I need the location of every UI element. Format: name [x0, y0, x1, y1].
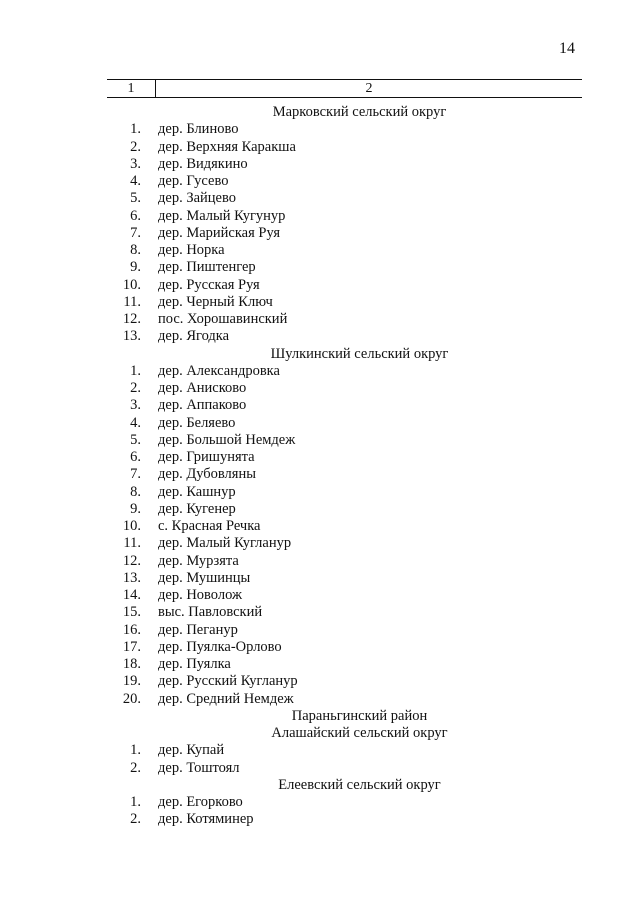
settlement-name: дер. Русская Руя: [158, 276, 260, 293]
list-item: [107, 277, 582, 294]
settlement-name: дер. Марийская Руя: [158, 224, 281, 241]
item-number: 4.: [130, 173, 141, 189]
item-number: 11.: [123, 293, 141, 310]
item-number: 17.: [122, 638, 141, 655]
item-number: 4.: [130, 414, 141, 431]
list-item: [107, 811, 582, 828]
list-item: [107, 173, 582, 190]
list-item: [107, 294, 582, 311]
list-item: [107, 139, 582, 156]
settlement-name: выс. Павловский: [158, 604, 263, 621]
settlement-list: [107, 104, 582, 829]
settlement-name: дер. Кугенер: [158, 500, 236, 517]
settlement-name: дер. Мушинцы: [158, 569, 251, 586]
list-item: [107, 121, 582, 138]
item-number: 13.: [122, 328, 141, 345]
table-header: [107, 79, 582, 98]
list-item: [107, 432, 582, 449]
list-item: [107, 570, 582, 587]
list-item: [107, 553, 582, 570]
list-item: [107, 208, 582, 225]
settlement-name: дер. Новолож: [158, 587, 242, 603]
settlement-name: дер. Ягодка: [158, 328, 230, 345]
item-number: 5.: [130, 190, 141, 207]
item-number: 6.: [130, 449, 141, 465]
list-item: [107, 259, 582, 276]
item-number: 16.: [122, 621, 141, 638]
settlement-name: дер. Гришунята: [158, 449, 255, 465]
settlement-name: дер. Верхняя Каракша: [158, 138, 296, 155]
list-item: [107, 518, 582, 535]
item-number: 10.: [122, 518, 141, 534]
list-item: [107, 794, 582, 811]
settlement-name: дер. Пуялка-Орлово: [158, 638, 282, 655]
section-heading: Параньгинский район: [291, 707, 428, 724]
item-number: 12.: [122, 311, 141, 327]
item-number: 11.: [123, 535, 141, 552]
item-number: 1.: [130, 794, 141, 810]
section-heading: Алашайский сельский округ: [271, 725, 448, 741]
item-number: 1.: [130, 742, 141, 759]
item-number: 2.: [130, 380, 141, 396]
list-item: [107, 639, 582, 656]
settlement-name: пос. Хорошавинский: [158, 311, 288, 327]
table-header-col2: 2: [365, 81, 373, 96]
settlement-name: дер. Купай: [158, 742, 225, 759]
list-item: [107, 363, 582, 380]
item-number: 13.: [122, 569, 141, 586]
item-number: 7.: [130, 224, 141, 241]
item-number: 3.: [130, 397, 141, 414]
item-number: 2.: [130, 138, 141, 155]
settlement-name: дер. Александровка: [158, 362, 280, 379]
list-item: [107, 311, 582, 328]
section-heading: Елеевский сельский округ: [278, 776, 441, 793]
settlement-name: дер. Пиштенгер: [158, 259, 256, 276]
settlement-name: дер. Аппаково: [158, 397, 247, 414]
list-item: [107, 328, 582, 345]
settlement-name: дер. Норка: [158, 242, 225, 258]
list-item: [107, 673, 582, 690]
item-number: 2.: [130, 759, 141, 776]
section-heading: Марковский сельский округ: [272, 104, 447, 120]
settlement-name: дер. Егорково: [158, 794, 243, 810]
item-number: 18.: [122, 656, 141, 672]
item-number: 8.: [130, 483, 141, 500]
item-number: 7.: [130, 466, 141, 483]
list-item: [107, 190, 582, 207]
item-number: 10.: [122, 276, 141, 293]
list-item: [107, 501, 582, 518]
settlement-name: дер. Пеганур: [158, 621, 238, 638]
item-number: 1.: [130, 362, 141, 379]
settlement-name: дер. Гусево: [158, 173, 229, 189]
list-item: [107, 742, 582, 759]
list-item: [107, 535, 582, 552]
item-number: 3.: [130, 155, 141, 172]
list-item: [107, 380, 582, 397]
settlement-name: дер. Малый Кугунур: [158, 207, 286, 224]
settlement-name: дер. Русский Кугланур: [158, 673, 298, 690]
settlement-name: дер. Видякино: [158, 155, 248, 172]
settlement-name: дер. Беляево: [158, 414, 236, 431]
page-number: 14: [559, 40, 575, 57]
settlement-name: дер. Средний Немдеж: [158, 690, 294, 707]
settlement-name: дер. Черный Ключ: [158, 293, 273, 310]
item-number: 9.: [130, 500, 141, 517]
settlement-name: дер. Анисково: [158, 380, 247, 396]
item-number: 9.: [130, 259, 141, 276]
settlement-name: дер. Тоштоял: [158, 759, 240, 776]
item-number: 8.: [130, 242, 141, 258]
settlement-name: дер. Котяминер: [158, 811, 254, 828]
item-number: 19.: [122, 673, 141, 690]
settlement-name: дер. Кашнур: [158, 483, 236, 500]
list-item: [107, 415, 582, 432]
list-item: [107, 242, 582, 259]
list-item: [107, 156, 582, 173]
list-item: [107, 587, 582, 604]
item-number: 14.: [122, 587, 141, 603]
settlement-name: с. Красная Речка: [158, 518, 261, 534]
list-item: [107, 484, 582, 501]
table-header-col1: 1: [127, 81, 135, 96]
item-number: 5.: [130, 431, 141, 448]
list-item: [107, 760, 582, 777]
item-number: 15.: [122, 604, 141, 621]
settlement-name: дер. Дубовляны: [158, 466, 256, 483]
item-number: 1.: [130, 121, 141, 138]
settlement-name: дер. Пуялка: [158, 656, 231, 672]
settlement-name: дер. Зайцево: [158, 190, 236, 207]
item-number: 2.: [130, 811, 141, 828]
section-heading: Шулкинский сельский округ: [270, 345, 449, 362]
list-item: [107, 656, 582, 673]
list-item: [107, 622, 582, 639]
list-item: [107, 449, 582, 466]
item-number: 12.: [122, 552, 141, 569]
item-number: 6.: [130, 207, 141, 224]
list-item: [107, 604, 582, 621]
settlement-name: дер. Мурзята: [158, 552, 239, 569]
settlement-name: дер. Большой Немдеж: [158, 431, 296, 448]
list-item: [107, 691, 582, 708]
item-number: 20.: [122, 690, 141, 707]
settlement-name: дер. Малый Кугланур: [158, 535, 292, 552]
list-item: [107, 466, 582, 483]
list-item: [107, 225, 582, 242]
list-item: [107, 397, 582, 414]
settlement-name: дер. Блиново: [158, 121, 239, 138]
